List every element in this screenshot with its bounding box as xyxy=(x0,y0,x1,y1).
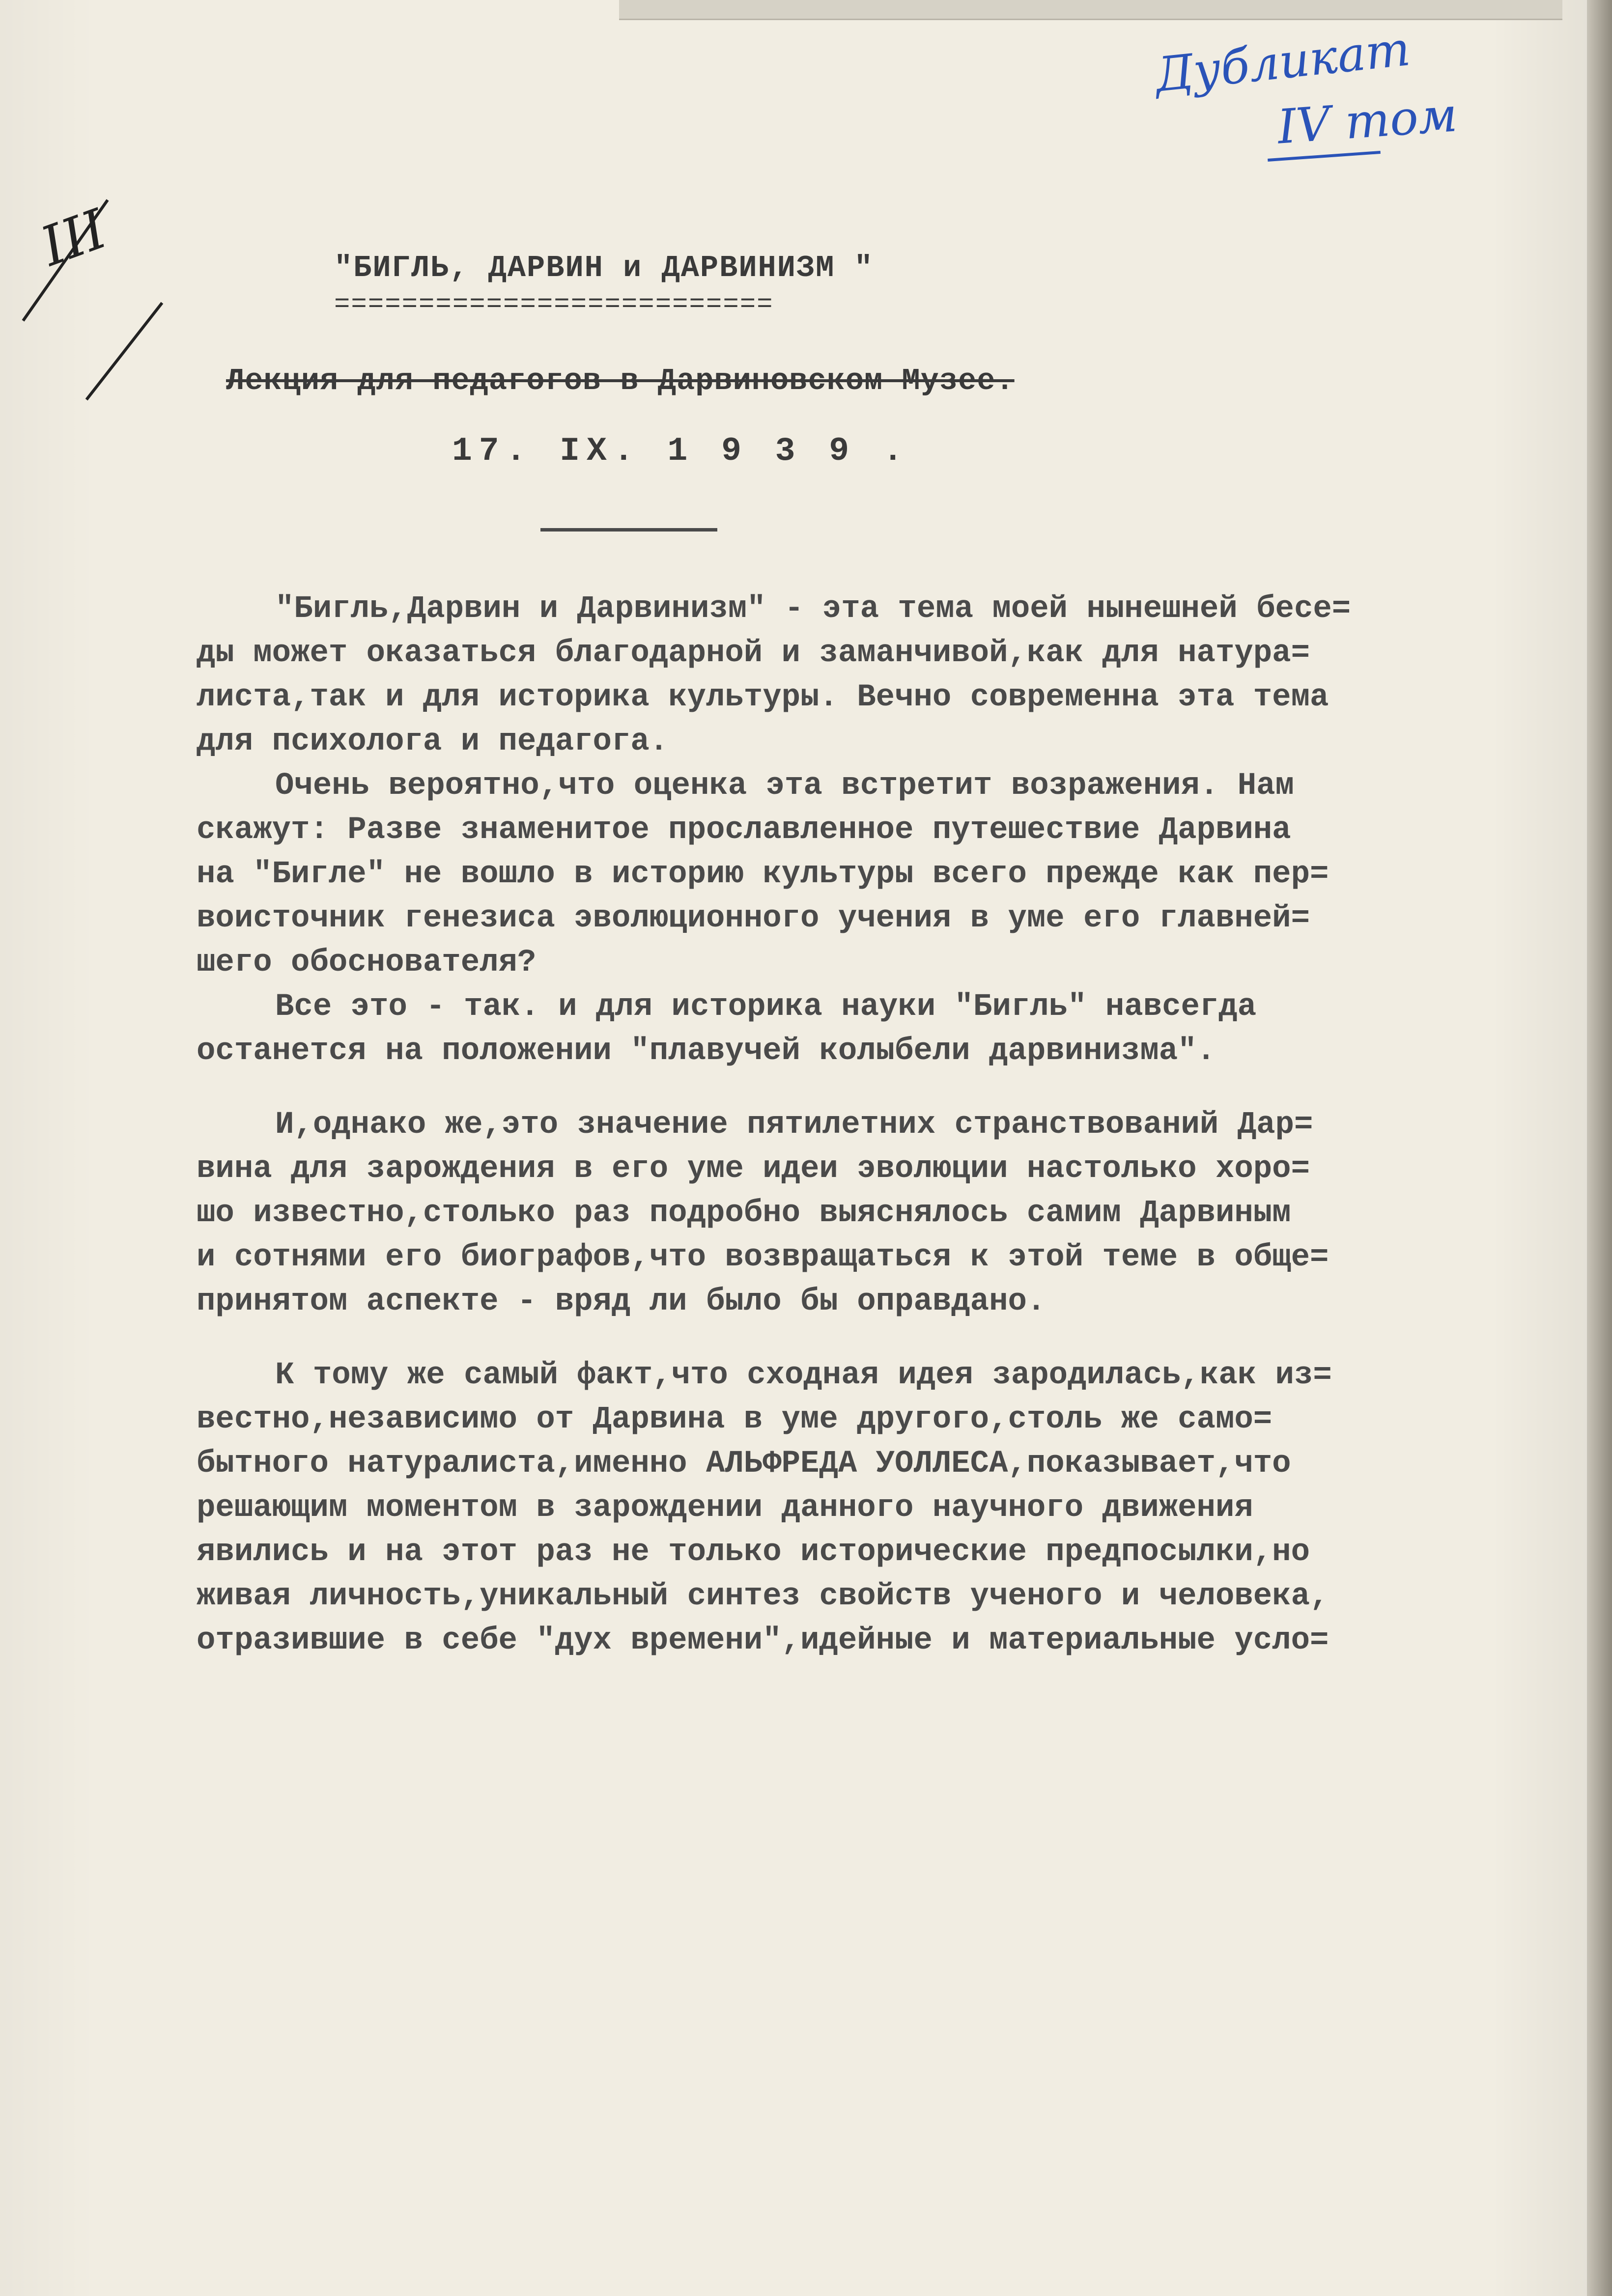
text-line: принятом аспекте - вряд ли было бы оправдано. xyxy=(197,1284,1046,1319)
attached-sheet-edge xyxy=(619,0,1562,20)
text-line: воисточник генезиса эволюционного учения в уме его главней= xyxy=(197,901,1310,936)
page-marker: III xyxy=(33,197,115,279)
paragraph-gap xyxy=(197,1324,1553,1353)
body-text xyxy=(197,587,1553,1663)
text-line: И,однако же,это значение пятилетних странствований Дар= xyxy=(275,1107,1313,1143)
text-line: вина для зарождения в его уме идеи эволюции настолько хоро= xyxy=(197,1151,1310,1187)
text-line: отразившие в себе "дух времени",идейные и материальные усло= xyxy=(197,1623,1329,1658)
document-date: 17. IX. 1 9 3 9 . xyxy=(452,432,910,470)
text-line: Все это - так. и для историка науки "Бигль" навсегда xyxy=(275,989,1257,1025)
text-line: "Бигль,Дарвин и Дарвинизм" - эта тема моей нынешней бесе= xyxy=(275,591,1351,627)
text-line: решающим моментом в зарождении данного научного движения xyxy=(197,1490,1253,1526)
separator-rule xyxy=(540,528,717,532)
text-line: ды может оказаться благодарной и заманчивой,как для натура= xyxy=(197,636,1310,671)
text-line: шо известно,столько раз подробно выяснялось самим Дарвиным xyxy=(197,1196,1291,1231)
text-line: скажут: Разве знаменитое прославленное путешествие Дарвина xyxy=(197,812,1291,848)
text-line: К тому же самый факт,что сходная идея зародилась,как из= xyxy=(275,1358,1332,1393)
text-line: вестно,независимо от Дарвина в уме другого,столь же само= xyxy=(197,1402,1273,1437)
text-line: живая личность,уникальный синтез свойств ученого и человека, xyxy=(197,1579,1329,1614)
page-edge-shadow xyxy=(1587,0,1612,2296)
text-line: на "Бигле" не вошло в историю культуры всего прежде как пер= xyxy=(197,857,1329,892)
text-line: явились и на этот раз не только исторические предпосылки,но xyxy=(197,1535,1310,1570)
handwritten-note-line-2: IV том xyxy=(1275,87,1459,155)
text-line: листа,так и для историка культуры. Вечно современна эта тема xyxy=(197,680,1329,715)
handwritten-note-line-1: Дубликат xyxy=(1152,21,1413,103)
text-line: бытного натуралиста,именно АЛЬФРЕДА УОЛЛЕСА,показывает,что xyxy=(197,1446,1291,1482)
paragraph-gap xyxy=(197,1073,1553,1103)
document-title: "БИГЛЬ, ДАРВИН и ДАРВИНИЗМ " xyxy=(334,251,874,285)
text-line: останется на положении "плавучей колыбели дарвинизма". xyxy=(197,1034,1216,1069)
title-underline: ========================== xyxy=(334,290,774,320)
text-line: Очень вероятно,что оценка эта встретит возражения. Нам xyxy=(275,768,1294,804)
text-line: шего обоснователя? xyxy=(197,945,537,980)
text-line: и сотнями его биографов,что возвращаться к этой теме в обще= xyxy=(197,1240,1329,1275)
margin-mark-stroke xyxy=(85,302,164,401)
document-subtitle: Лекция для педагогов в Дарвиновском Музее. xyxy=(226,364,1015,398)
text-line: для психолога и педагога. xyxy=(197,724,669,759)
